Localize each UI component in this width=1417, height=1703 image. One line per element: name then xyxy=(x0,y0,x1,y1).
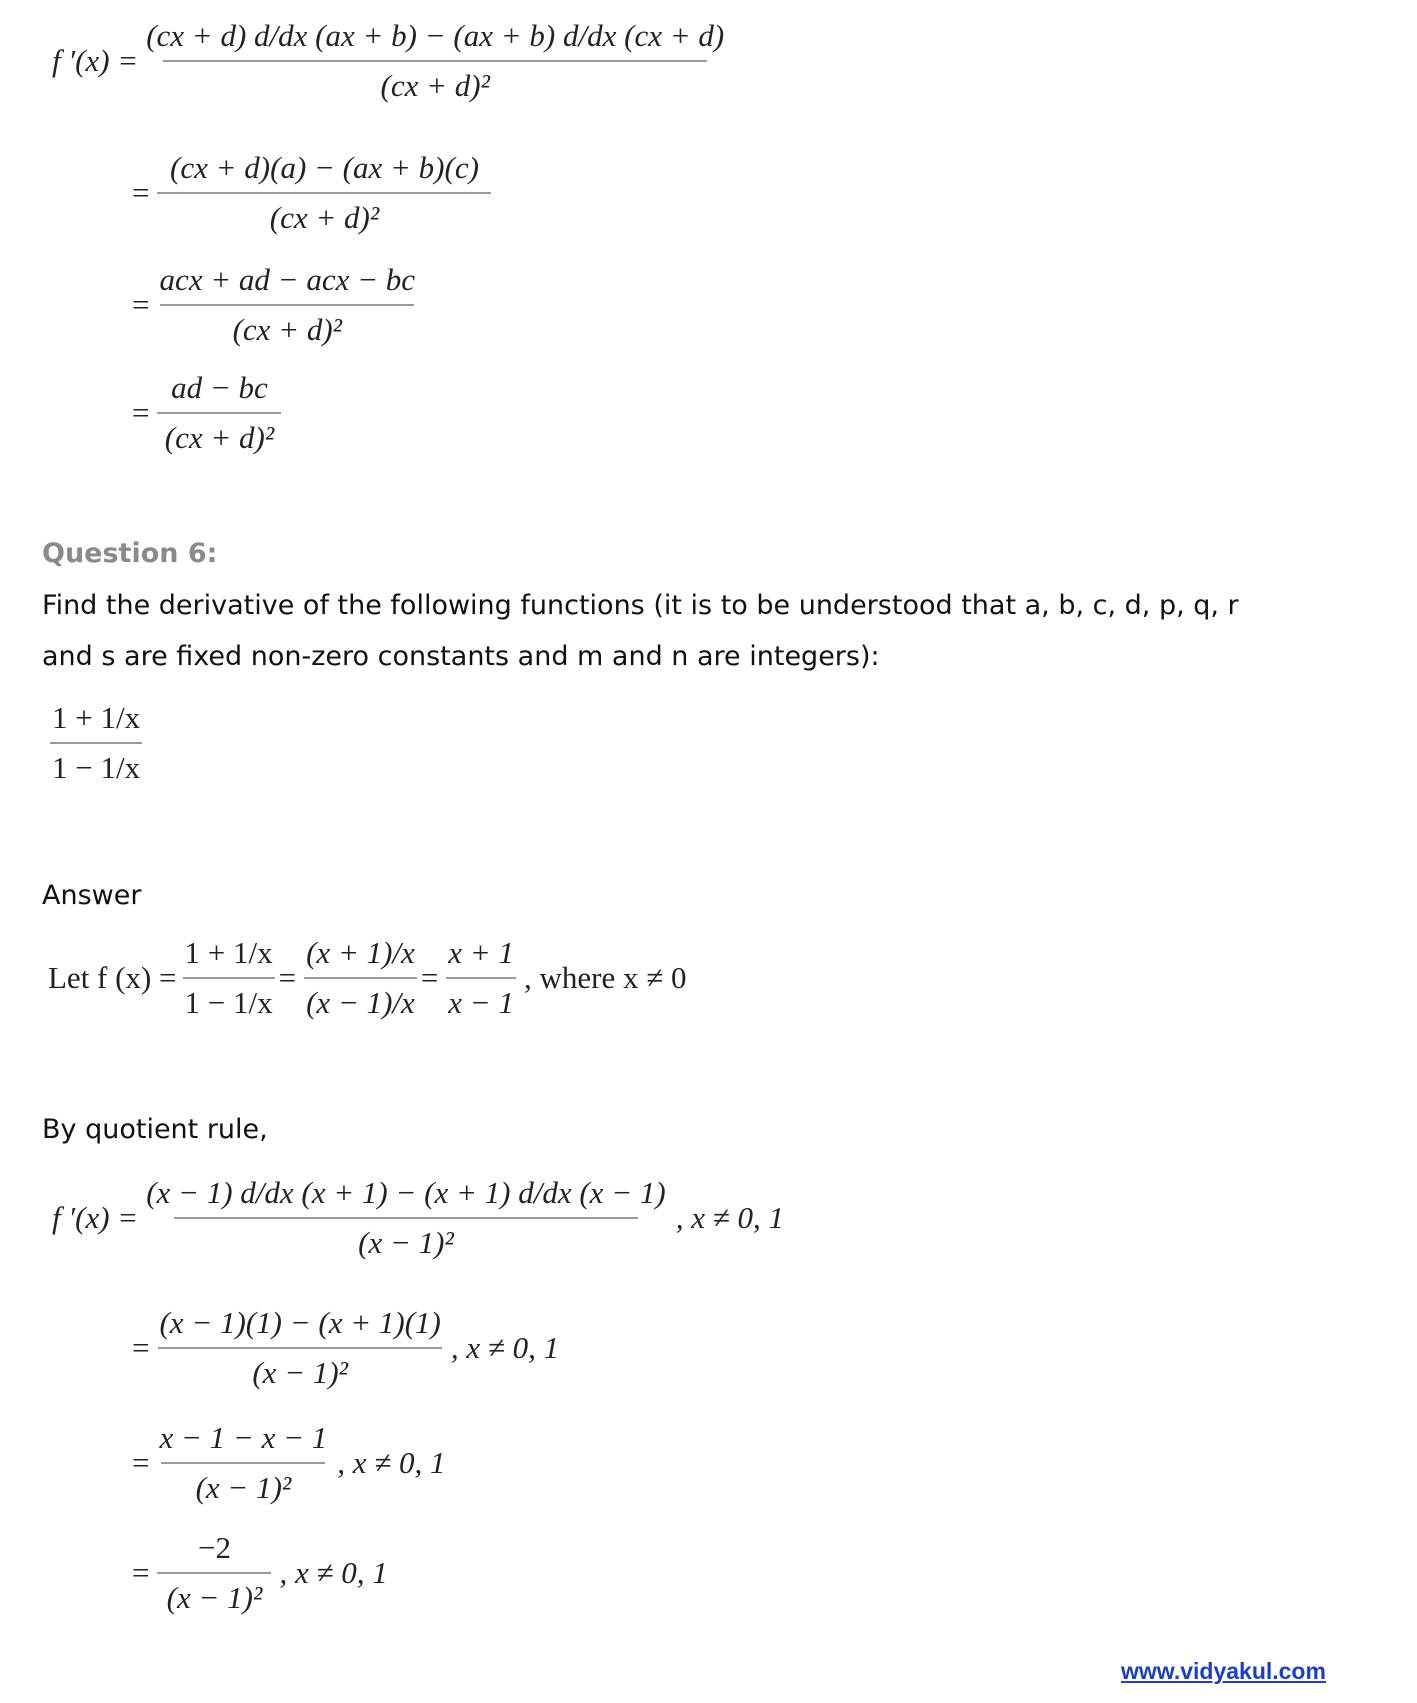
denominator: x − 1 xyxy=(446,977,516,1021)
numerator: x + 1 xyxy=(448,935,514,970)
condition: , x ≠ 0, 1 xyxy=(450,1330,560,1365)
fraction xyxy=(157,262,417,348)
fraction xyxy=(157,1530,271,1616)
answer-derivative-step-1 xyxy=(52,1175,784,1261)
fraction xyxy=(157,150,491,236)
let-prefix: Let f (x) = xyxy=(48,960,177,995)
question-expression xyxy=(46,700,146,786)
fraction xyxy=(144,18,726,104)
fraction xyxy=(157,1420,329,1506)
fraction xyxy=(144,1175,667,1261)
numerator: 1 + 1/x xyxy=(52,700,141,735)
denominator: (cx + d)² xyxy=(163,60,707,104)
question-text-line-1: Find the derivative of the following functions (it is to be understood that a, b, c, d, p, q, r xyxy=(42,590,1239,621)
numerator: 1 + 1/x xyxy=(184,935,273,970)
let-expression: Let f (x) = $\frac{1 + 1/x}{1 - 1/x}$ = $\frac{(x + 1)/x}{(x - 1)/x}$ = $\frac{x + 1}{x - 1}$ , where x ≠ 0 xyxy=(48,935,687,1020)
fraction xyxy=(183,935,275,1021)
fraction xyxy=(50,700,142,786)
derivative-lhs: f ′(x) = xyxy=(52,43,139,78)
denominator: (x − 1)² xyxy=(161,1462,325,1506)
numerator: x − 1 − x − 1 xyxy=(159,1420,328,1455)
denominator: 1 − 1/x xyxy=(183,977,275,1021)
denominator: (x − 1)² xyxy=(158,1347,442,1391)
numerator: (x − 1) d/dx (x + 1) − (x + 1) d/dx (x − 1) xyxy=(146,1175,666,1210)
let-condition: , where x ≠ 0 xyxy=(523,960,687,995)
answer-label: Answer xyxy=(42,880,142,911)
numerator: −2 xyxy=(197,1530,231,1565)
prev-derivative-step-2: = $\frac{(cx + d)(a) - (ax + b)(c)}{\text{(cx + d)²}}$ xyxy=(132,150,495,236)
numerator: (cx + d) d/dx (ax + b) − (ax + b) d/dx (cx + d) xyxy=(146,18,725,53)
denominator: (cx + d)² xyxy=(157,412,281,456)
numerator: acx + ad − acx − bc xyxy=(159,262,416,297)
denominator: (x − 1)/x xyxy=(304,977,417,1021)
fraction xyxy=(157,1305,442,1391)
denominator: 1 − 1/x xyxy=(50,742,142,786)
numerator: (x − 1)(1) − (x + 1)(1) xyxy=(159,1305,441,1340)
denominator: (cx + d)² xyxy=(157,192,491,236)
condition: , x ≠ 0, 1 xyxy=(337,1445,446,1480)
derivative-lhs: f ′(x) = xyxy=(52,1200,139,1235)
question-text-line-2: and s are fixed non-zero constants and m and n are integers): xyxy=(42,641,880,672)
rule-text: By quotient rule, xyxy=(42,1114,268,1145)
fraction xyxy=(304,935,417,1021)
numerator: ad − bc xyxy=(171,370,268,405)
answer-derivative-step-4: = $\frac{-2}{\text{(x − 1)²}}$ , x ≠ 0, 1 xyxy=(132,1530,388,1615)
answer-derivative-step-3: = $\frac{x - 1 - x - 1}{\text{(x − 1)²}}$ , x ≠ 0, 1 xyxy=(132,1420,446,1505)
denominator: (x − 1)² xyxy=(174,1217,638,1261)
prev-derivative-step-4: = $\frac{ad - bc}{\text{(cx + d)²}}$ xyxy=(132,370,285,456)
answer-derivative-step-2: = $\frac{(x - 1)(1) - (x + 1)(1)}{\text{(x − 1)²}}$ , x ≠ 0, 1 xyxy=(132,1305,560,1390)
footer-website-link[interactable]: www.vidyakul.com xyxy=(1121,1658,1326,1684)
prev-derivative-step-1 xyxy=(52,18,730,104)
fraction xyxy=(157,370,281,456)
prev-derivative-step-3: = $\frac{\text{acx + ad − acx − bc}}{\text{(cx + d)²}}$ xyxy=(132,262,416,347)
condition: , x ≠ 0, 1 xyxy=(279,1555,388,1590)
condition: , x ≠ 0, 1 xyxy=(675,1200,784,1235)
fraction xyxy=(446,935,516,1021)
denominator: (cx + d)² xyxy=(160,304,414,348)
question-heading: Question 6: xyxy=(42,538,218,569)
numerator: (cx + d)(a) − (ax + b)(c) xyxy=(170,150,479,185)
numerator: (x + 1)/x xyxy=(306,935,415,970)
denominator: (x − 1)² xyxy=(157,1572,271,1616)
